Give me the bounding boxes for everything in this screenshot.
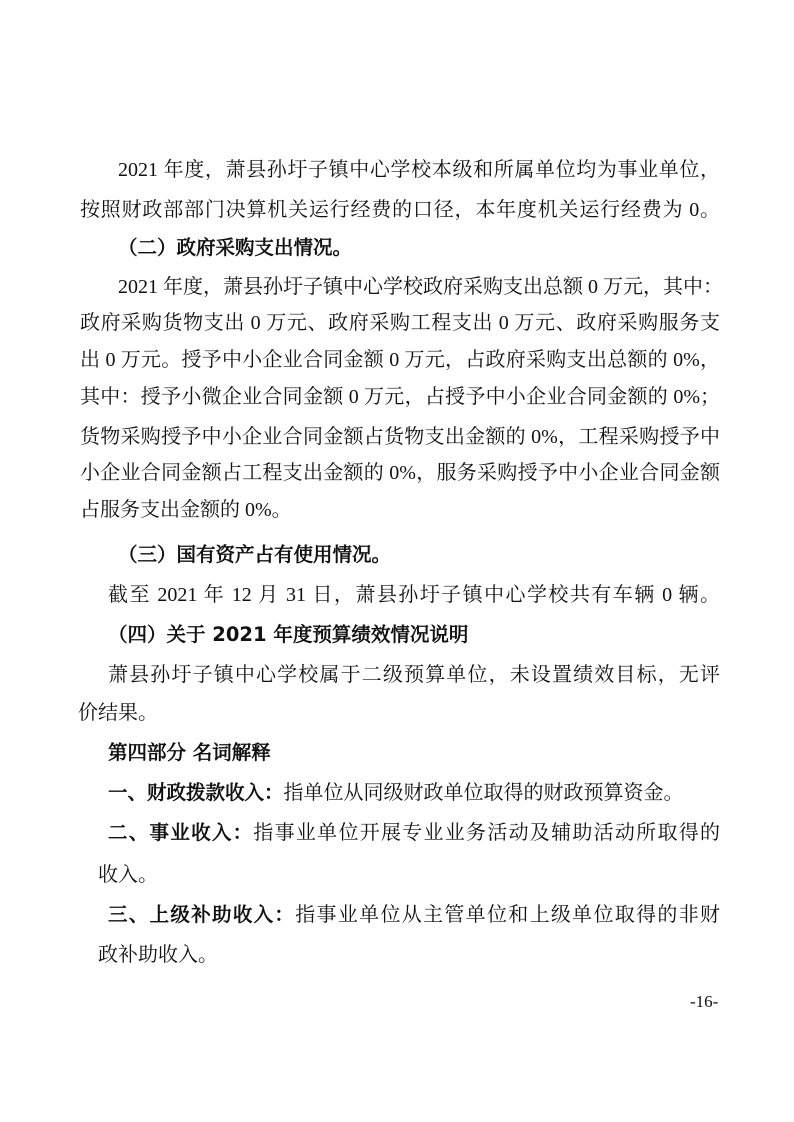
text-line: 价结果。 (78, 702, 158, 724)
paragraph-assets: 截至 2021 年 12 月 31 日，萧县孙圩子镇中心学校共有车辆 0 辆。 (108, 584, 720, 606)
glossary-term: 一、财政拨款收入： (108, 781, 284, 804)
text-line (108, 781, 720, 805)
glossary-term: 二、事业收入： (108, 821, 254, 844)
section-heading-assets: （三）国有资产占有使用情况。 (118, 543, 392, 566)
page-number: -16- (690, 992, 719, 1011)
text-line: 收入。 (98, 864, 158, 886)
text-line: 按照财政部部门决算机关运行经费的口径，本年度机关运行经费为 0。 (80, 199, 720, 221)
text-line: 萧县孙圩子镇中心学校属于二级预算单位，未设置绩效目标，无评 (108, 664, 720, 686)
part-heading-glossary: 第四部分 名词解释 (108, 741, 271, 764)
glossary-definition: 指事业单位从主管单位和上级单位取得的非财 (295, 904, 720, 926)
text-line: 2021 年度，萧县孙圩子镇中心学校政府采购支出总额 0 万元，其中： (118, 276, 723, 298)
text-line (108, 821, 720, 845)
text-line: 政补助收入。 (98, 944, 218, 966)
glossary-definition: 指单位从同级财政单位取得的财政预算资金。 (283, 782, 684, 804)
glossary-definition: 指事业单位开展专业业务活动及辅助活动所取得的 (253, 822, 720, 844)
text-line: 政府采购货物支出 0 万元、政府采购工程支出 0 万元、政府采购服务支 (80, 312, 720, 334)
text-line: 其中：授予小微企业合同金额 0 万元，占授予中小企业合同金额的 0%； (80, 386, 720, 408)
text-line: 小企业合同金额占工程支出金额的 0%，服务采购授予中小企业合同金额 (80, 462, 720, 484)
section-heading-procurement: （二）政府采购支出情况。 (118, 236, 353, 259)
text-line: 占服务支出金额的 0%。 (80, 499, 292, 521)
text-line: 货物采购授予中小企业合同金额占货物支出金额的 0%，工程采购授予中 (80, 426, 720, 448)
text-line: 2021 年度，萧县孙圩子镇中心学校本级和所属单位均为事业单位， (118, 159, 720, 181)
text-line: 出 0 万元。授予中小企业合同金额 0 万元，占政府采购支出总额的 0%， (80, 349, 720, 371)
text-line (108, 903, 720, 927)
glossary-term: 三、上级补助收入： (108, 903, 296, 926)
section-heading-performance: （四）关于 2021 年度预算绩效情况说明 (108, 623, 469, 646)
